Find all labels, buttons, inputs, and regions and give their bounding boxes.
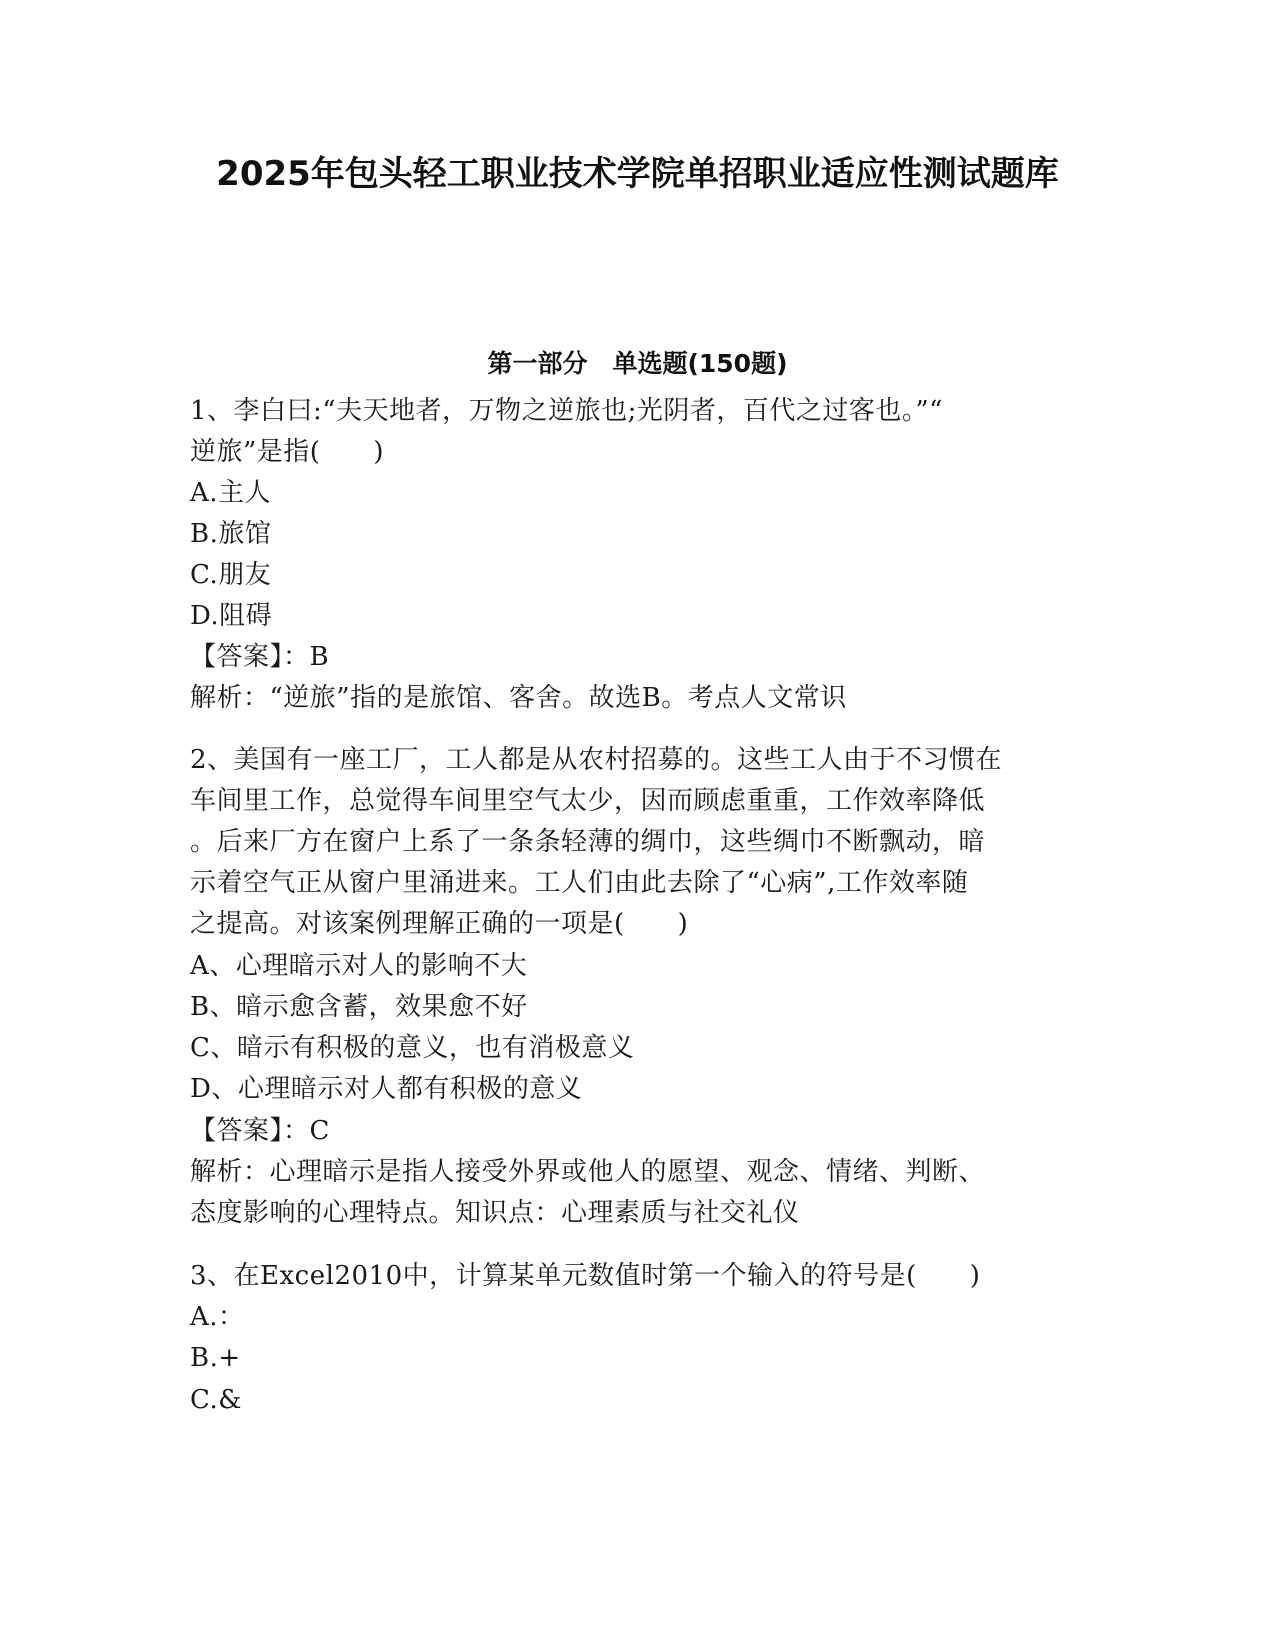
option-b: B.+: [190, 1343, 241, 1373]
question-stem-line: 示着空气正从窗户里涌进来。工人们由此去除了“心病”,工作效率随: [190, 868, 969, 898]
option-d: D、心理暗示对人都有积极的意义: [190, 1074, 583, 1104]
analysis-line: 解析：心理暗示是指人接受外界或他人的愿望、观念、情绪、判断、: [190, 1157, 986, 1187]
question-stem-line: 车间里工作，总觉得车间里空气太少，因而顾虑重重，工作效率降低: [190, 786, 986, 816]
option-a: A.：: [190, 1302, 245, 1332]
question-stem-line: 1、李白曰:“夫天地者，万物之逆旅也;光阴者，百代之过客也。”“: [190, 396, 943, 426]
option-b: B、暗示愈含蓄，效果愈不好: [190, 992, 528, 1022]
document-title: 2025年包头轻工职业技术学院单招职业适应性测试题库: [216, 154, 1059, 194]
question-stem-line: 2、美国有一座工厂，工人都是从农村招募的。这些工人由于不习惯在: [190, 745, 1003, 775]
answer-line: 【答案】：C: [190, 1116, 330, 1146]
question-stem-line: 3、在Excel2010中，计算某单元数值时第一个输入的符号是( ): [190, 1261, 981, 1291]
option-c: C.&: [190, 1385, 242, 1415]
section-heading: 第一部分 单选题(150题): [487, 349, 788, 378]
answer-line: 【答案】：B: [190, 642, 330, 672]
option-b: B.旅馆: [190, 519, 272, 549]
option-a: A、心理暗示对人的影响不大: [190, 951, 528, 981]
question-stem-line: 逆旅”是指( ): [190, 437, 385, 467]
option-d: D.阻碍: [190, 601, 273, 631]
question-stem-line: 之提高。对该案例理解正确的一项是( ): [190, 909, 689, 939]
question-stem-line: 。后来厂方在窗户上系了一条条轻薄的绸巾，这些绸巾不断飘动，暗: [190, 827, 986, 857]
option-c: C、暗示有积极的意义，也有消极意义: [190, 1033, 635, 1063]
option-c: C.朋友: [190, 560, 272, 590]
analysis-line: 态度影响的心理特点。知识点：心理素质与社交礼仪: [190, 1198, 800, 1228]
analysis-line: 解析：“逆旅”指的是旅馆、客舍。故选B。考点人文常识: [190, 683, 847, 713]
option-a: A.主人: [190, 478, 272, 508]
